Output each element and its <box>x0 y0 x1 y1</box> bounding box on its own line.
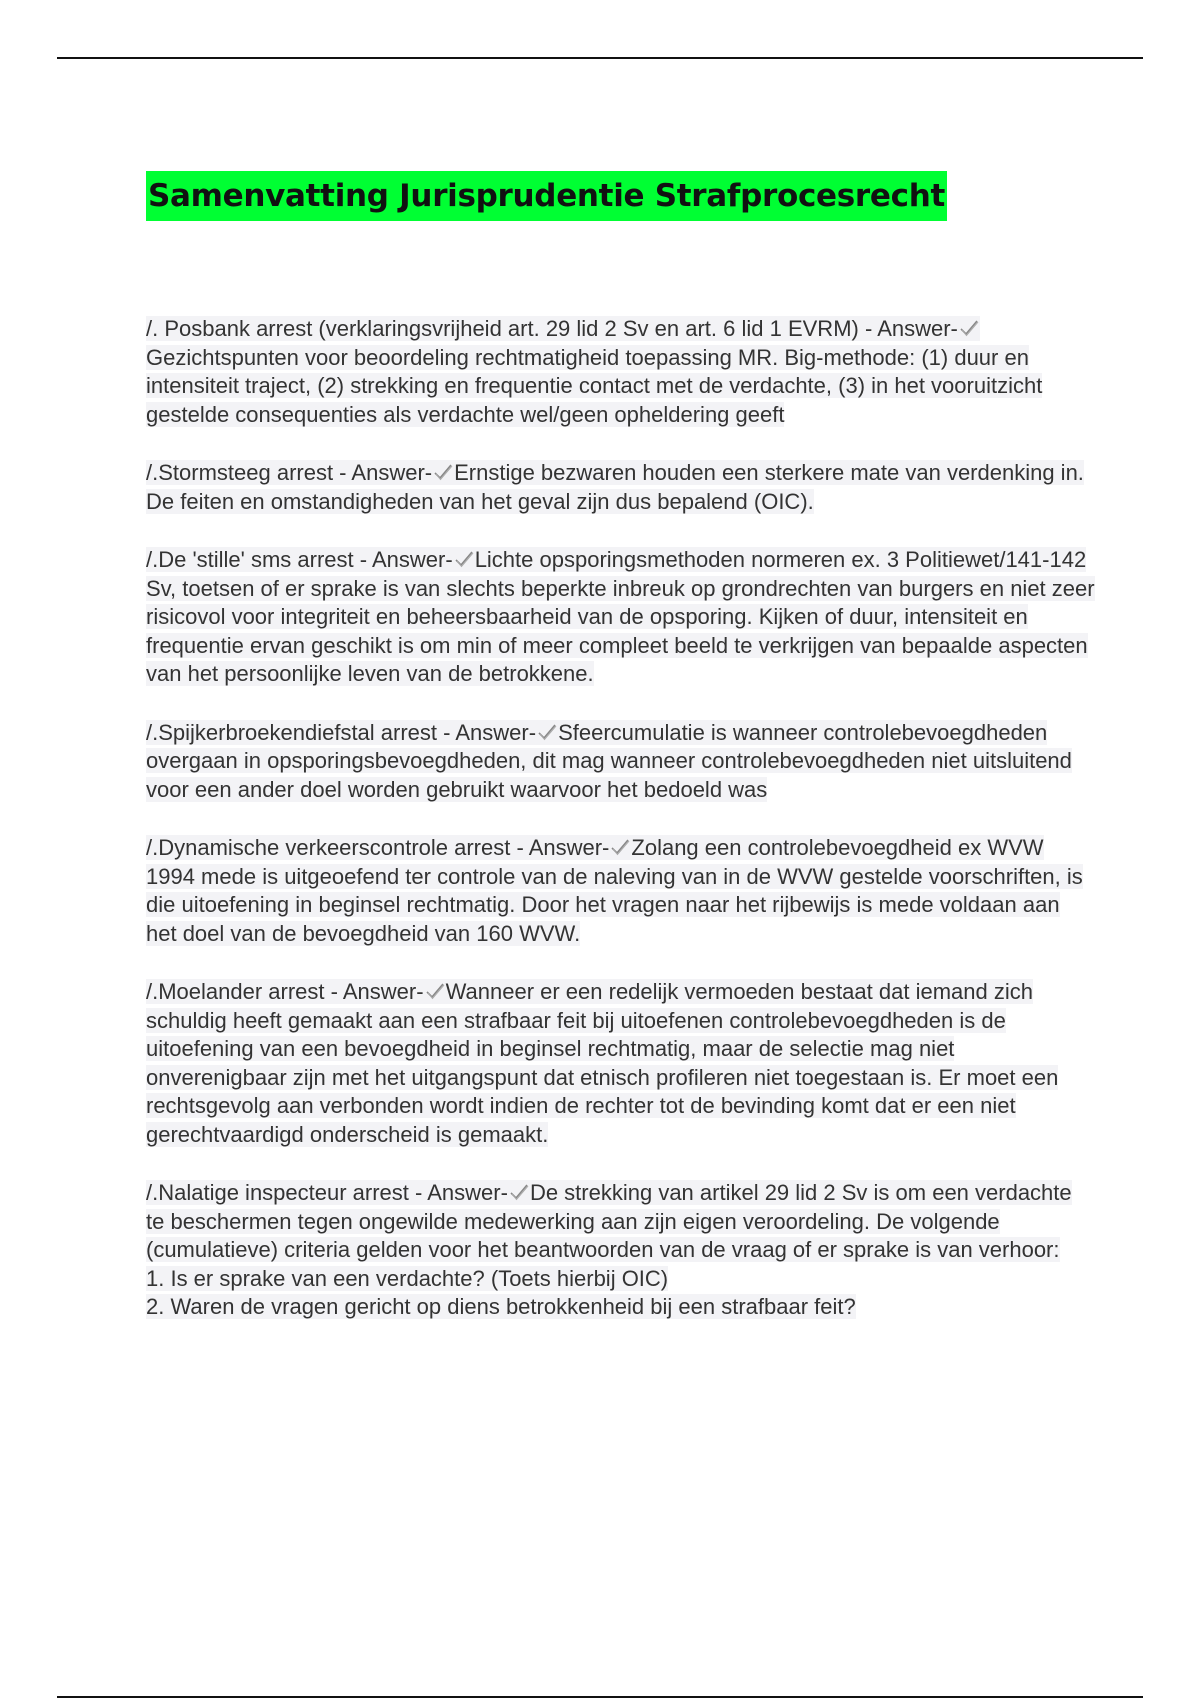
entry-question: /.Spijkerbroekendiefstal arrest - <box>146 719 456 745</box>
entry-stormsteeg <box>146 459 1096 516</box>
entry-text <box>146 316 1042 427</box>
document-title: Samenvatting Jurisprudentie Strafprocesrecht <box>146 171 947 221</box>
criteria-list <box>146 1265 1096 1322</box>
entry-posbank <box>146 315 1096 429</box>
answer-marker: Answer- <box>427 1180 508 1205</box>
entry-text <box>146 1180 1072 1262</box>
entry-answer: Zolang een controlebevoegdheid ex WVW 1994 mede is uitgeoefend ter controle van de naleving van in de WVW gestelde voorschriften, is die uitoefening in beginsel rechtmatig. Door het vragen naar het rijbewijs is mede voldaan aan het doel van de bevoegdheid van 160 WVW. <box>146 835 1083 946</box>
title-block <box>146 171 947 221</box>
entry-question: /.Stormsteeg arrest - <box>146 460 352 485</box>
checkmark-icon <box>508 1182 530 1202</box>
entry-text <box>146 720 1072 802</box>
entry-answer: Sfeercumulatie is wanneer controlebevoegdheden overgaan in opsporingsbevoegdheden, dit mag wanneer controlebevoegdheden niet uitsluitend voor een ander doel worden gebruikt waarvoor het bedoeld was <box>146 719 1072 802</box>
entry-question: /.Dynamische verkeerscontrole arrest - <box>146 835 529 860</box>
entry-nalatige-inspecteur <box>146 1179 1096 1322</box>
entry-dynamische-verkeerscontrole <box>146 834 1096 948</box>
list-item-text: 2. Waren de vragen gericht op diens betrokkenheid bij een strafbaar feit? <box>146 1294 856 1319</box>
entry-text <box>146 460 1084 514</box>
entry-question: /.Nalatige inspecteur arrest - <box>146 1180 428 1205</box>
entry-question: /.Moelander arrest - <box>146 979 343 1004</box>
footer-rule <box>57 1696 1143 1698</box>
entry-spijkerbroekendiefstal <box>146 719 1096 805</box>
answer-marker: Answer- <box>342 979 424 1004</box>
checkmark-icon <box>536 722 558 742</box>
list-item <box>146 1265 1096 1294</box>
checkmark-icon <box>958 318 980 338</box>
list-item <box>146 1293 1096 1322</box>
entry-answer: Lichte opsporingsmethoden normeren ex. 3 Politiewet/141-142 Sv, toetsen of er sprake is van slechts beperkte inbreuk op grondrechten van burgers en niet zeer risicovol voor integriteit en beheersbaarheid van de opsporing. Kijken of duur, intensiteit en frequentie ervan geschikt is om min of meer compleet beeld te verkrijgen van bepaalde aspecten van het persoonlijke leven van de betrokkene. <box>146 547 1095 686</box>
checkmark-icon <box>453 549 475 569</box>
entry-answer: Wanneer er een redelijk vermoeden bestaat dat iemand zich schuldig heeft gemaakt aan een strafbaar feit bij uitoefenen controlebevoegdheden is de uitoefening van een bevoegdheid in beginsel rechtmatig, maar de selectie mag niet onverenigbaar zijn met het uitgangspunt dat etnisch profileren niet toegestaan is. Er moet een rechtsgevolg aan verbonden wordt indien de rechter tot de bevinding komt dat er een niet gerechtvaardigd onderscheid is gemaakt. <box>146 979 1059 1147</box>
answer-marker: Answer- <box>372 547 453 572</box>
answer-marker: Answer- <box>877 316 958 341</box>
entry-question: /.De 'stille' sms arrest - <box>146 547 372 572</box>
entry-answer: Ernstige bezwaren houden een sterkere mate van verdenking in. De feiten en omstandigheden van het geval zijn dus bepalend (OIC). <box>146 460 1084 514</box>
entry-moelander <box>146 978 1096 1149</box>
entry-text <box>146 979 1058 1147</box>
checkmark-icon <box>432 462 454 482</box>
list-item-text: 1. Is er sprake van een verdachte? (Toets hierbij OIC) <box>146 1265 669 1291</box>
answer-marker: Answer- <box>351 460 433 485</box>
entry-answer: De strekking van artikel 29 lid 2 Sv is om een verdachte te beschermen tegen ongewilde medewerking aan zijn eigen veroordeling. De volgende (cumulatieve) criteria gelden voor het beantwoorden van de vraag of er sprake is van verhoor: <box>146 1180 1072 1262</box>
checkmark-icon <box>424 981 446 1001</box>
entry-text <box>146 547 1095 686</box>
entry-answer: Gezichtspunten voor beoordeling rechtmatigheid toepassing MR. Big-methode: (1) duur en intensiteit traject, (2) strekking en frequentie contact met de verdachte, (3) in het vooruitzicht gestelde consequenties als verdachte wel/geen opheldering geeft <box>146 344 1043 427</box>
entry-stille-sms <box>146 546 1096 689</box>
entry-list <box>146 315 1096 1352</box>
entry-question: /. Posbank arrest (verklaringsvrijheid art. 29 lid 2 Sv en art. 6 lid 1 EVRM) - <box>146 316 878 341</box>
entry-text <box>146 835 1083 946</box>
checkmark-icon <box>609 837 631 857</box>
header-rule <box>57 57 1143 59</box>
answer-marker: Answer- <box>455 719 537 745</box>
answer-marker: Answer- <box>528 835 610 860</box>
